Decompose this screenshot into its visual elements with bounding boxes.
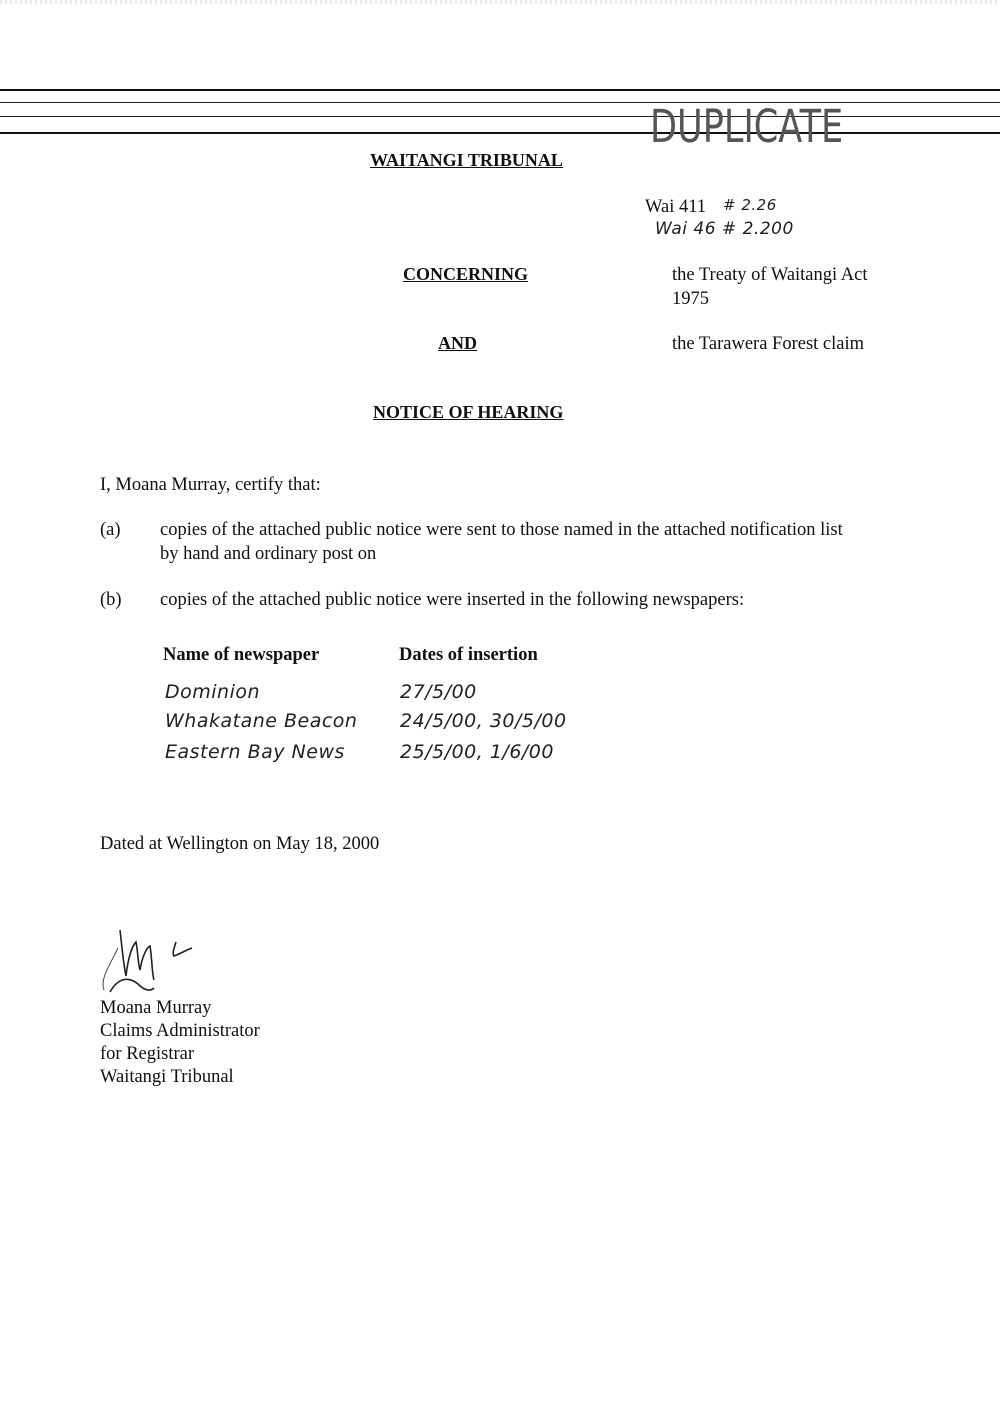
dated-line: Dated at Wellington on May 18, 2000 [100,834,380,854]
header-rule [0,116,1000,117]
concerning-value-line2: 1975 [672,289,709,309]
item-a-marker: (a) [100,520,121,540]
newspaper-dates: 25/5/00, 1/6/00 [400,741,554,763]
item-a-line2: by hand and ordinary post on [160,544,377,564]
duplicate-stamp: DUPLICATE [650,100,844,153]
signatory-org: Waitangi Tribunal [100,1067,234,1087]
column-header-newspaper: Name of newspaper [163,645,320,665]
header-rule [0,132,1000,134]
signatory-title: Claims Administrator [100,1021,260,1041]
scan-artifact-top [0,0,1000,4]
wai-reference: Wai 411 [645,197,707,217]
signatory-name: Moana Murray [100,998,212,1018]
signatory-for: for Registrar [100,1044,195,1064]
signature-icon [98,918,208,998]
column-header-dates: Dates of insertion [399,645,538,665]
newspaper-name: Dominion [165,681,261,703]
handwritten-reference-1: # 2.26 [723,196,777,214]
item-b-marker: (b) [100,590,122,610]
header-rule [0,102,1000,103]
newspaper-name: Eastern Bay News [165,741,345,763]
item-b-line1: copies of the attached public notice were inserted in the following newspapers: [160,590,745,610]
handwritten-reference-2: Wai 46 # 2.200 [655,219,794,239]
concerning-value-line1: the Treaty of Waitangi Act [672,265,868,285]
item-a-line1: copies of the attached public notice were sent to those named in the attached notification list [160,520,843,540]
tribunal-heading: WAITANGI TRIBUNAL [370,150,563,170]
newspaper-name: Whakatane Beacon [165,710,358,732]
and-label: AND [438,333,477,353]
header-rule [0,89,1000,91]
and-value: the Tarawera Forest claim [672,334,865,354]
certification-intro: I, Moana Murray, certify that: [100,475,321,495]
newspaper-dates: 24/5/00, 30/5/00 [400,710,567,732]
newspaper-dates: 27/5/00 [400,681,477,703]
concerning-label: CONCERNING [403,264,529,284]
document-title: NOTICE OF HEARING [373,402,564,422]
